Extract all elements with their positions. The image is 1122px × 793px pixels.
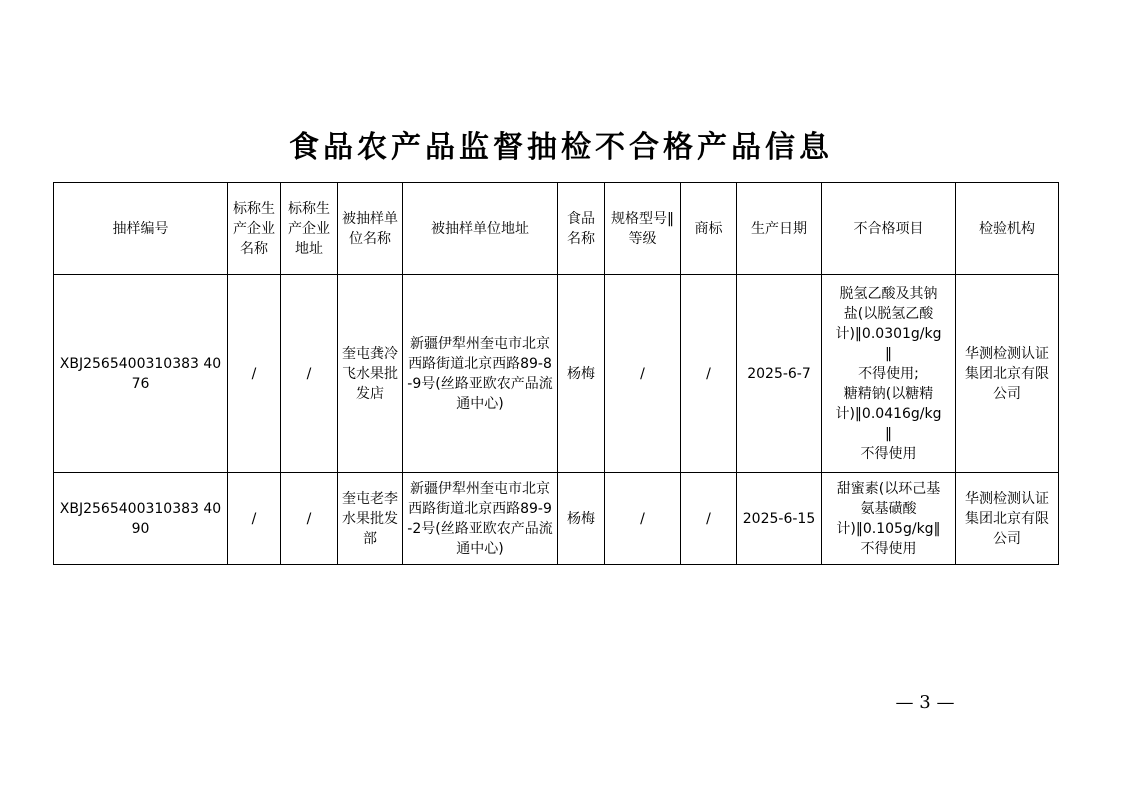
cell-production-date: 2025-6-7 — [737, 275, 822, 473]
cell-sampled-unit-name: 奎屯老李水果批发部 — [338, 473, 403, 565]
failed-item-line: ‖ — [885, 345, 892, 362]
failed-item-line: 糖精钠(以糖精 — [843, 385, 934, 402]
cell-failed-items — [822, 473, 956, 565]
failed-item-line: 计)‖0.0301g/kg — [835, 325, 942, 342]
cell-brand: / — [681, 275, 737, 473]
failed-item-line: 计)‖0.0416g/kg — [835, 405, 942, 422]
header-food-name: 食品名称 — [558, 183, 605, 275]
cell-producer-name: / — [228, 473, 281, 565]
document-title: 食品农产品监督抽检不合格产品信息 — [289, 130, 833, 165]
header-spec: 规格型号‖等级 — [605, 183, 681, 275]
failed-item-line: 甜蜜素(以环己基 — [836, 480, 941, 497]
unqualified-products-table — [53, 182, 1059, 565]
failed-item-line: 不得使用; — [858, 365, 919, 382]
failed-item-line: 脱氢乙酸及其钠 — [839, 285, 938, 302]
cell-producer-address: / — [281, 275, 338, 473]
cell-sample-id: XBJ2565400310383 4076 — [54, 275, 228, 473]
cell-lab: 华测检测认证集团北京有限公司 — [956, 275, 1059, 473]
cell-food-name: 杨梅 — [558, 275, 605, 473]
header-brand: 商标 — [681, 183, 737, 275]
table-row — [54, 275, 1059, 473]
cell-production-date: 2025-6-15 — [737, 473, 822, 565]
header-lab: 检验机构 — [956, 183, 1059, 275]
cell-sampled-unit-address: 新疆伊犁州奎屯市北京西路街道北京西路89-9-2号(丝路亚欧农产品流通中心) — [403, 473, 558, 565]
cell-producer-name: / — [228, 275, 281, 473]
cell-food-name: 杨梅 — [558, 473, 605, 565]
header-producer-address: 标称生产企业地址 — [281, 183, 338, 275]
failed-item-line: 不得使用 — [860, 540, 917, 557]
cell-sample-id: XBJ2565400310383 4090 — [54, 473, 228, 565]
table-row — [54, 473, 1059, 565]
failed-item-line: 氨基磺酸 — [860, 500, 917, 517]
failed-item-line: ‖ — [885, 425, 892, 442]
cell-brand: / — [681, 473, 737, 565]
table-header-row — [54, 183, 1059, 275]
cell-sampled-unit-address: 新疆伊犁州奎屯市北京西路街道北京西路89-8-9号(丝路亚欧农产品流通中心) — [403, 275, 558, 473]
failed-item-line: 不得使用 — [860, 445, 917, 462]
cell-spec: / — [605, 473, 681, 565]
cell-spec: / — [605, 275, 681, 473]
header-production-date: 生产日期 — [737, 183, 822, 275]
header-sample-id: 抽样编号 — [54, 183, 228, 275]
page-number: — 3 — — [895, 692, 955, 713]
cell-failed-items — [822, 275, 956, 473]
failed-item-line: 盐(以脱氢乙酸 — [843, 305, 934, 322]
header-producer-name: 标称生产企业名称 — [228, 183, 281, 275]
cell-producer-address: / — [281, 473, 338, 565]
header-sampled-unit-address: 被抽样单位地址 — [403, 183, 558, 275]
header-failed-items: 不合格项目 — [822, 183, 956, 275]
header-sampled-unit-name: 被抽样单位名称 — [338, 183, 403, 275]
failed-item-line: 计)‖0.105g/kg‖ — [836, 520, 941, 537]
cell-lab: 华测检测认证集团北京有限公司 — [956, 473, 1059, 565]
cell-sampled-unit-name: 奎屯龚冷飞水果批发店 — [338, 275, 403, 473]
